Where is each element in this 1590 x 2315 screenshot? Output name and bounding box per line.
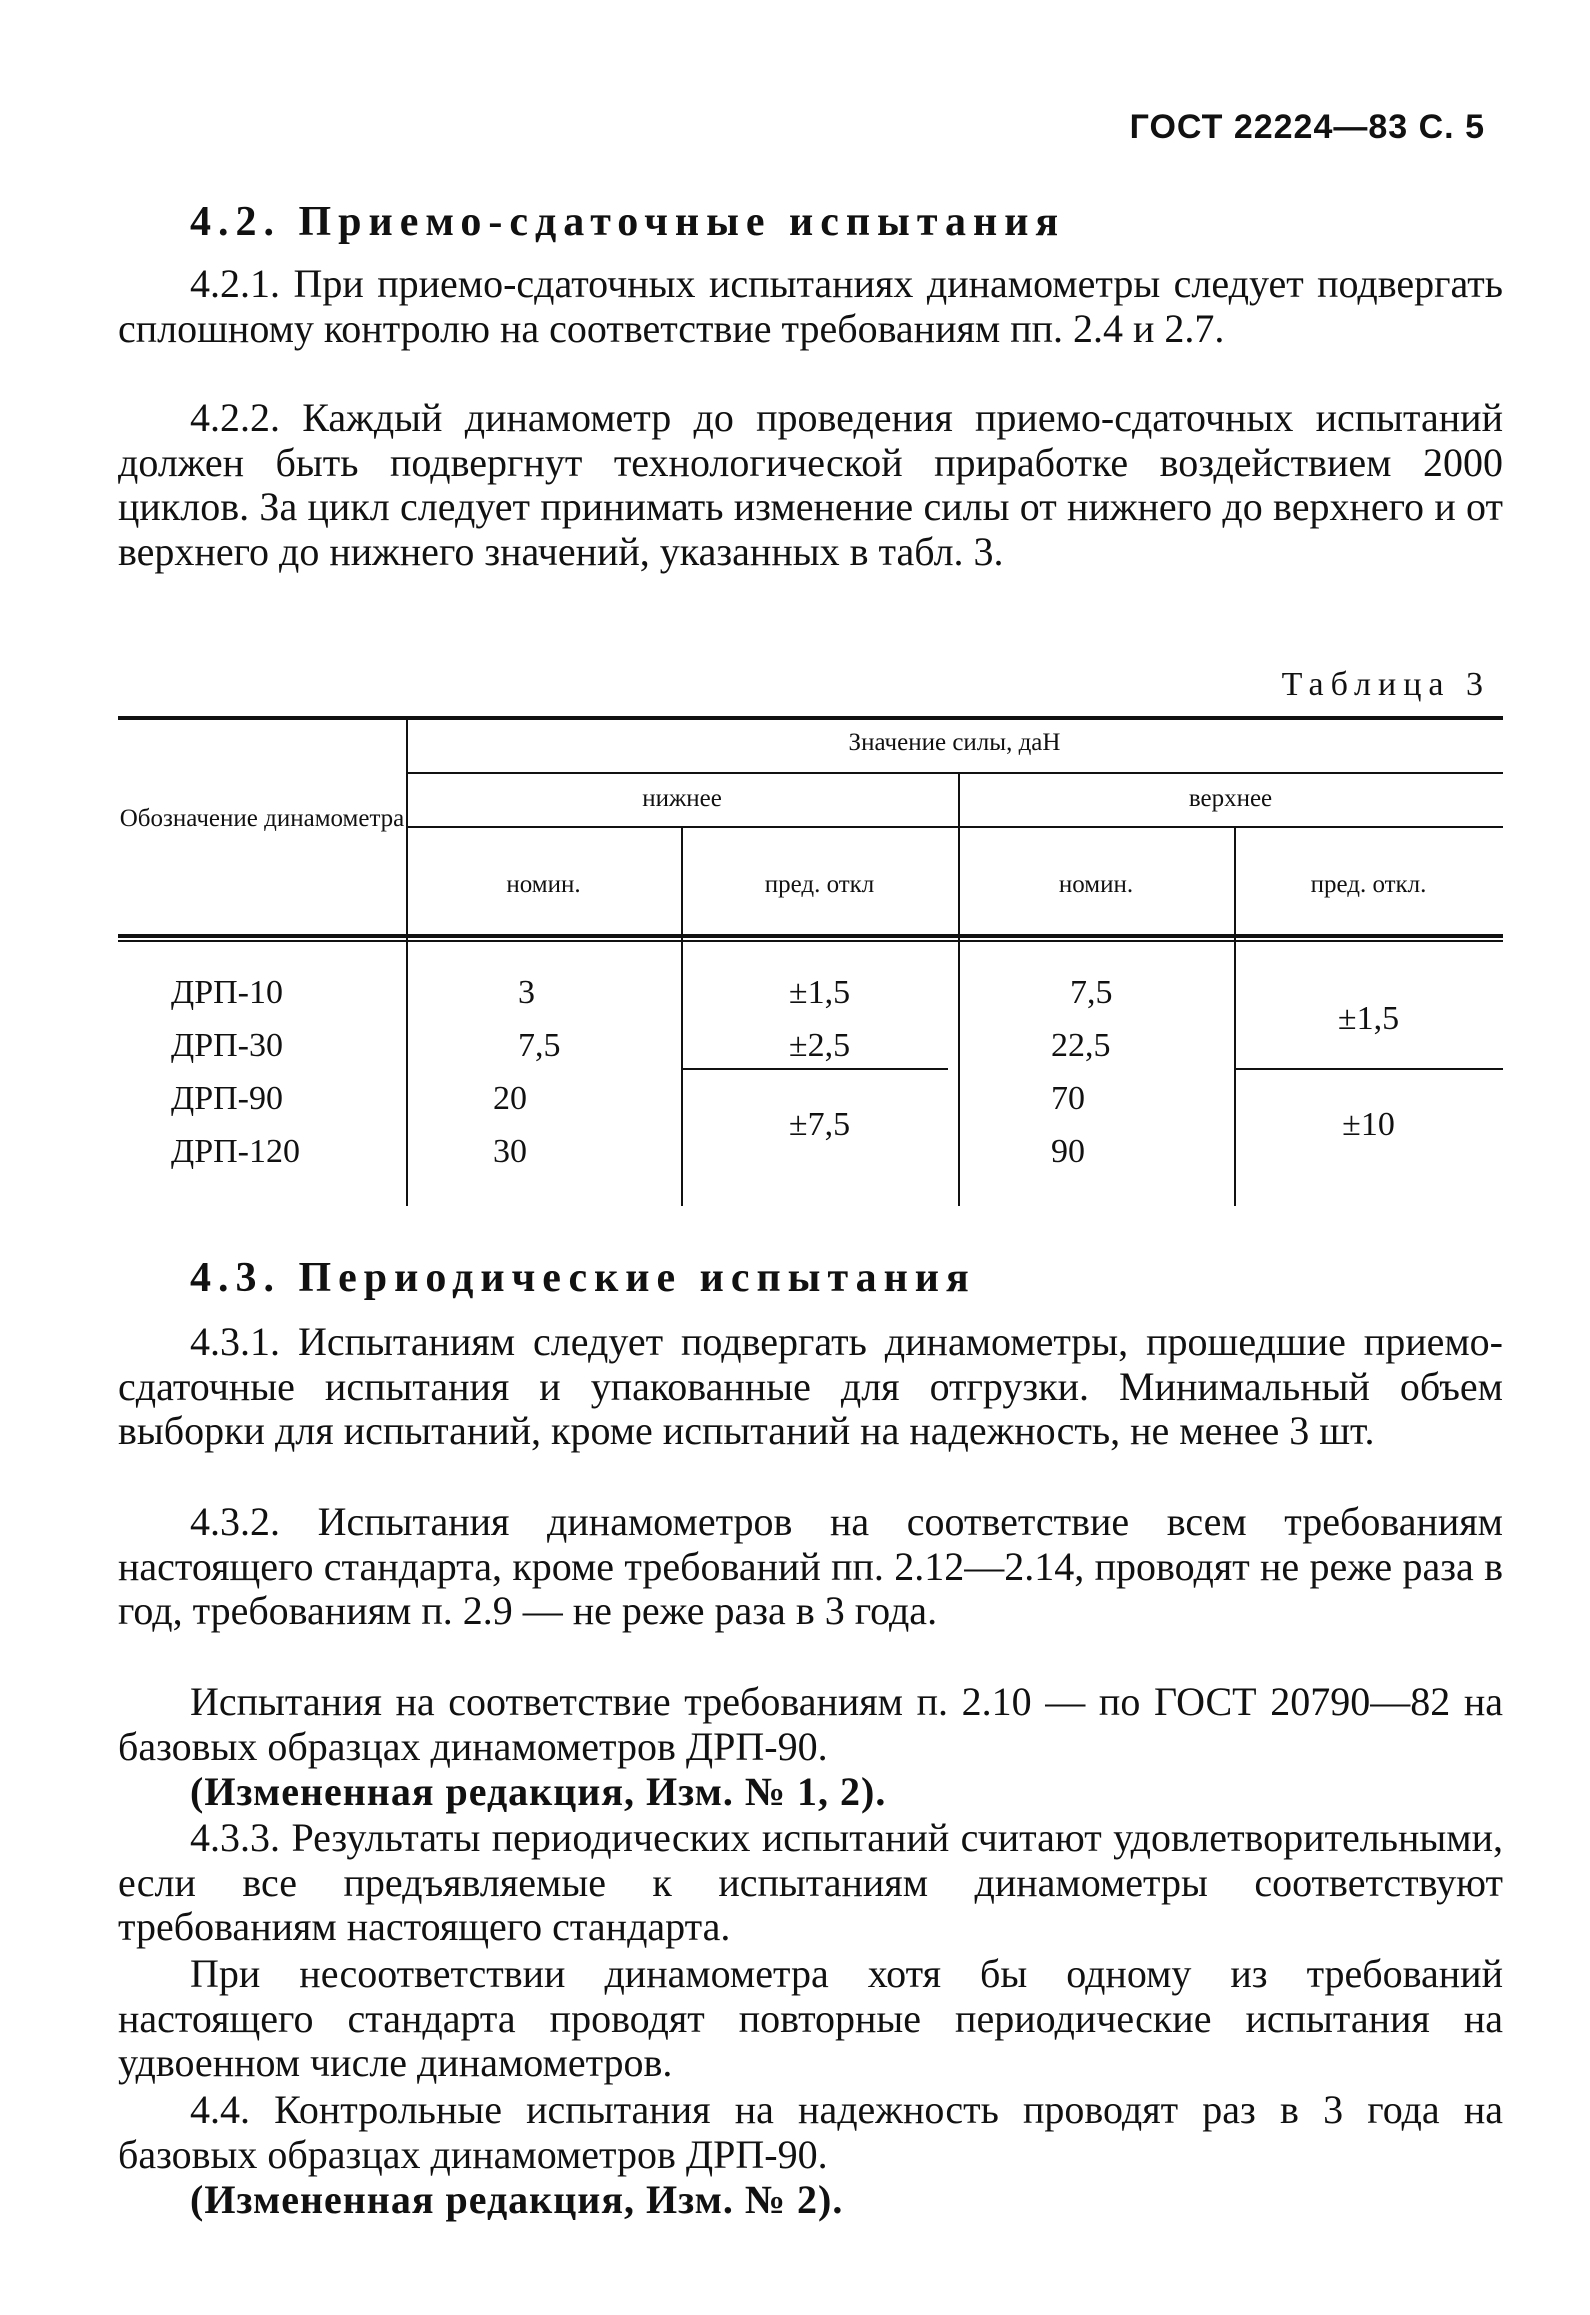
- row-designation: ДРП-30: [171, 1027, 283, 1064]
- amendment-note-1-2: (Измененная редакция, Изм. № 1, 2).: [190, 1769, 887, 1814]
- header-lower-nominal: номин.: [506, 871, 581, 898]
- upper-deviation-value: ±1,5: [1337, 1000, 1400, 1037]
- lower-deviation-value: ±2,5: [788, 1027, 851, 1064]
- upper-deviation-value: ±10: [1342, 1106, 1395, 1143]
- paragraph-4-3-2-continued: Испытания на соответствие требованиям п. 2.10 — по ГОСТ 20790—82 на базовых образцах динамометров ДРП-90.: [118, 1679, 1503, 1769]
- lower-deviation-value: ±1,5: [788, 974, 851, 1011]
- row-designation: ДРП-10: [171, 974, 283, 1011]
- upper-nominal-value: 7,5: [1070, 974, 1113, 1011]
- header-designation: Обозначение динамометра: [119, 805, 405, 832]
- header-lower: нижнее: [642, 785, 722, 812]
- header-lower-deviation: пред. откл: [764, 871, 875, 898]
- section-4-3-heading: 4.3. Периодические испытания: [190, 1255, 976, 1301]
- header-upper-deviation: пред. откл.: [1310, 871, 1427, 898]
- table-3: [118, 716, 1503, 1206]
- paragraph-4-3-3: 4.3.3. Результаты периодических испытаний считают удовлетворительными, если все предъявляемые к испытаниям динамометры соответствуют требованиям настоящего стандарта.: [118, 1815, 1503, 1949]
- lower-nominal-value: 20: [493, 1080, 527, 1117]
- lower-nominal-value: 7,5: [518, 1027, 561, 1064]
- section-4-2-heading: 4.2. Приемо-сдаточные испытания: [190, 199, 1066, 245]
- lower-nominal-value: 30: [493, 1133, 527, 1170]
- lower-nominal-value: 3: [518, 974, 535, 1011]
- lower-deviation-value: ±7,5: [788, 1106, 851, 1143]
- page-header: ГОСТ 22224—83 С. 5: [1129, 108, 1485, 146]
- header-upper: верхнее: [1188, 785, 1273, 812]
- upper-nominal-value: 22,5: [1051, 1027, 1111, 1064]
- paragraph-4-3-3-continued: При несоответствии динамометра хотя бы одному из требований настоящего стандарта проводят повторные периодические испытания на удвоенном числе динамометров.: [118, 1951, 1503, 2085]
- upper-nominal-value: 70: [1051, 1080, 1085, 1117]
- row-designation: ДРП-90: [171, 1080, 283, 1117]
- paragraph-4-3-1: 4.3.1. Испытаниям следует подвергать динамометры, прошедшие приемо-сдаточные испытания и упакованные для отгрузки. Минимальный объем выборки для испытаний, кроме испытаний на надежность, не менее 3 шт.: [118, 1319, 1503, 1453]
- row-designation: ДРП-120: [171, 1133, 300, 1170]
- header-force-value: Значение силы, даН: [848, 729, 1061, 756]
- paragraph-4-3-2: 4.3.2. Испытания динамометров на соответствие всем требованиям настоящего стандарта, кроме требований пп. 2.12—2.14, проводят не реже раза в год, требованиям п. 2.9 — не реже раза в 3 года.: [118, 1499, 1503, 1633]
- header-upper-nominal: номин.: [1058, 871, 1134, 898]
- upper-nominal-value: 90: [1051, 1133, 1085, 1170]
- paragraph-4-2-1: 4.2.1. При приемо-сдаточных испытаниях динамометры следует подвергать сплошному контролю на соответствие требованиям пп. 2.4 и 2.7.: [118, 261, 1503, 351]
- table-title: Таблица 3: [1281, 666, 1490, 703]
- paragraph-4-2-2: 4.2.2. Каждый динамометр до проведения приемо-сдаточных испытаний должен быть подвергнут технологической приработке воздействием 2000 циклов. За цикл следует принимать изменение силы от нижнего до верхнего и от верхнего до нижнего значений, указанных в табл. 3.: [118, 395, 1503, 574]
- paragraph-4-4: 4.4. Контрольные испытания на надежность проводят раз в 3 года на базовых образцах динамометров ДРП-90.: [118, 2087, 1503, 2177]
- amendment-note-2: (Измененная редакция, Изм. № 2).: [190, 2177, 844, 2222]
